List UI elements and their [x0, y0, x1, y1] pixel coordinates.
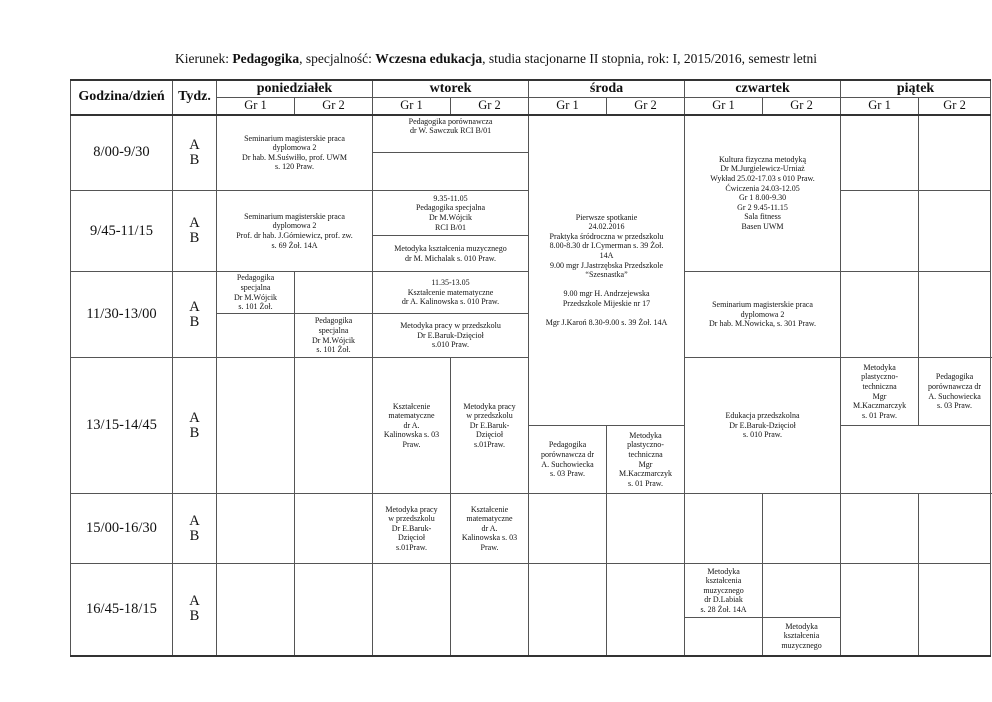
- week-a: A: [189, 298, 200, 315]
- class-line: Dzięcioł: [475, 430, 504, 440]
- class-line: 24.02.2016: [588, 222, 625, 232]
- empty-cell: [763, 564, 841, 618]
- class-line: Kształcenie: [470, 504, 509, 514]
- week-ab: [173, 564, 217, 656]
- class-line: M.Kaczmarczyk: [853, 401, 907, 411]
- class-line: Praw.: [402, 439, 421, 449]
- class-line: w przedszkolu: [466, 411, 513, 421]
- class-line: Metodyka: [785, 621, 818, 631]
- class-line: Pedagogika: [314, 316, 353, 326]
- class-line: Pedagogika: [236, 273, 275, 283]
- class-line: Ćwiczenia 24.03-12.05: [725, 183, 800, 193]
- class-cell: [217, 272, 295, 314]
- class-line: s. 01 Praw.: [862, 410, 898, 420]
- class-cell: [529, 115, 685, 426]
- class-cell: [373, 115, 529, 153]
- schedule-table: [70, 79, 992, 657]
- empty-cell: [373, 153, 529, 191]
- header-group-1: Gr 1: [529, 98, 607, 115]
- class-cell: [451, 494, 529, 564]
- class-line: Przedszkole Mijeskie nr 17: [562, 299, 651, 309]
- schedule-heading: [0, 51, 992, 67]
- class-line: s. 120 Praw.: [274, 162, 315, 172]
- class-line: specjalna: [318, 325, 349, 335]
- class-line: 9.35-11.05: [433, 193, 468, 203]
- class-cell: [373, 236, 529, 272]
- class-line: Kalinowska s. 03: [461, 533, 518, 543]
- class-line: A. Suchowiecka: [928, 391, 981, 401]
- class-line: s. 28 Żoł. 14A: [700, 604, 747, 614]
- header-day-monday: poniedziałek: [217, 80, 373, 98]
- class-line: kształcenia: [705, 576, 742, 586]
- class-cell: [685, 564, 763, 618]
- class-line: Pedagogika specjalna: [415, 203, 486, 213]
- empty-cell: [217, 358, 295, 494]
- week-ab: [173, 191, 217, 272]
- class-line: Gr 1 8.00-9.30: [738, 193, 787, 203]
- class-line: dr M. Michalak s. 010 Praw.: [404, 253, 497, 263]
- class-line: Basen UWM: [741, 222, 784, 232]
- class-line: Kalinowska s. 03: [383, 430, 440, 440]
- class-cell: [841, 358, 919, 426]
- header-group-1: Gr 1: [685, 98, 763, 115]
- header-day-thursday: czwartek: [685, 80, 841, 98]
- class-cell: [373, 191, 529, 236]
- empty-cell: [451, 564, 529, 656]
- week-ab: [173, 272, 217, 358]
- week-ab: [173, 115, 217, 191]
- class-line: Metodyka pracy w przedszkolu: [400, 321, 501, 331]
- class-cell: [295, 314, 373, 358]
- time-slot: 8/00-9/30: [71, 115, 173, 191]
- header-group-1: Gr 1: [217, 98, 295, 115]
- class-line: Dr E.Baruk-Dzięcioł: [417, 330, 484, 340]
- header-week: Tydz.: [173, 80, 217, 115]
- class-line: [531, 309, 682, 319]
- class-line: plastyczno-: [861, 372, 898, 382]
- empty-cell: [373, 564, 451, 656]
- empty-cell: [217, 494, 295, 564]
- time-slot: 11/30-13/00: [71, 272, 173, 358]
- header-group-2: Gr 2: [607, 98, 685, 115]
- class-line: s. 101 Żoł.: [316, 345, 351, 355]
- class-line: Kształcenie: [392, 401, 431, 411]
- class-line: Pedagogika porównawcza: [408, 116, 493, 126]
- class-line: s. 01 Praw.: [628, 478, 664, 488]
- header-group-1: Gr 1: [841, 98, 919, 115]
- class-line: 9.00 mgr J.Jastrzębska Przedszkole: [549, 260, 664, 270]
- class-line: Dr E.Baruk-: [391, 523, 432, 533]
- class-line: plastyczno-: [627, 440, 664, 450]
- week-a: A: [189, 409, 200, 426]
- class-line: matematyczne: [466, 514, 513, 524]
- header-group-2: Gr 2: [295, 98, 373, 115]
- heading-prefix: Kierunek:: [175, 51, 233, 66]
- class-line: RCI B/01: [435, 222, 466, 232]
- empty-cell: [919, 564, 991, 656]
- heading-suffix: , studia stacjonarne II stopnia, rok: I, 2015/2016, semestr letni: [482, 51, 817, 66]
- class-line: s. 101 Żoł.: [238, 302, 273, 312]
- time-slot: 13/15-14/45: [71, 358, 173, 494]
- class-line: dyplomowa 2: [740, 309, 785, 319]
- class-cell: [451, 358, 529, 494]
- empty-cell: [841, 115, 919, 191]
- week-a: A: [189, 512, 200, 529]
- class-cell: [685, 115, 841, 272]
- empty-cell: [295, 272, 373, 314]
- class-line: 9.00 mgr H. Andrzejewska: [563, 289, 650, 299]
- empty-cell: [217, 314, 295, 358]
- class-line: Prof. dr hab. J.Górniewicz, prof. zw.: [236, 231, 353, 240]
- class-line: matematyczne: [388, 411, 435, 421]
- class-line: dyplomowa 2: [272, 143, 317, 153]
- class-cell: [685, 358, 841, 494]
- class-line: Seminarium magisterskie praca: [712, 300, 813, 310]
- class-line: Wykład 25.02-17.03 s 010 Praw.: [710, 174, 815, 184]
- week-b: B: [189, 424, 200, 441]
- class-line: [531, 280, 682, 290]
- class-cell: [529, 426, 607, 494]
- class-line: s.010 Praw.: [431, 340, 470, 350]
- class-line: Mgr J.Karoń 8.30-9.00 s. 39 Żoł. 14A: [545, 318, 668, 328]
- class-line: muzycznego: [703, 585, 744, 595]
- class-line: Dr hab. M.Suświłło, prof. UWM: [242, 152, 347, 162]
- class-line: Praw.: [480, 542, 499, 552]
- header-group-1: Gr 1: [373, 98, 451, 115]
- class-line: w przedszkolu: [388, 514, 435, 524]
- week-b: B: [189, 527, 200, 544]
- header-group-2: Gr 2: [919, 98, 991, 115]
- class-line: Dr E.Baruk-Dzięcioł: [729, 420, 796, 430]
- empty-cell: [529, 564, 607, 656]
- week-b: B: [189, 313, 200, 330]
- class-cell: [373, 358, 451, 494]
- class-line: kształcenia: [783, 631, 820, 641]
- class-line: Dr M.Wójcik: [311, 335, 356, 345]
- class-line: Dr M.Jurgielewicz-Urniaż: [720, 164, 805, 174]
- week-ab: [173, 358, 217, 494]
- class-line: porównawcza dr: [540, 449, 595, 459]
- class-cell: [685, 272, 841, 358]
- empty-cell: [841, 564, 919, 656]
- class-line: Dr E.Baruk-: [469, 420, 510, 430]
- class-line: Metodyka: [707, 566, 740, 576]
- empty-cell: [919, 191, 991, 272]
- class-line: Metodyka pracy: [463, 401, 516, 411]
- class-cell: [919, 358, 991, 426]
- class-cell: [607, 426, 685, 494]
- class-line: dyplomowa 2: [272, 221, 317, 231]
- week-b: B: [189, 608, 200, 625]
- class-line: Edukacja przedszkolna: [725, 411, 800, 421]
- class-line: Dzięcioł: [397, 533, 426, 543]
- header-day-wednesday: środa: [529, 80, 685, 98]
- empty-cell: [217, 564, 295, 656]
- class-line: dr W. Sawczuk RCI B/01: [409, 126, 492, 136]
- empty-cell: [919, 272, 991, 358]
- empty-cell: [295, 494, 373, 564]
- heading-spec-label: , specjalność:: [299, 51, 376, 66]
- class-line: specjalna: [240, 282, 271, 292]
- week-ab: [173, 494, 217, 564]
- week-b: B: [189, 230, 200, 246]
- class-line: Metodyka kształcenia muzycznego: [394, 243, 507, 253]
- header-group-2: Gr 2: [451, 98, 529, 115]
- empty-cell: [529, 494, 607, 564]
- class-line: s. 03 Praw.: [549, 469, 586, 479]
- class-line: porównawcza dr: [928, 381, 982, 391]
- class-line: muzycznego: [781, 641, 822, 651]
- class-line: Gr 2 9.45-11.15: [737, 202, 788, 212]
- week-b: B: [189, 151, 200, 168]
- class-line: Dr hab. M.Nowicka, s. 301 Praw.: [709, 319, 817, 329]
- class-line: techniczna: [862, 381, 897, 391]
- class-line: Dr M.Wójcik: [428, 213, 473, 222]
- class-line: 14A: [599, 251, 614, 261]
- empty-cell: [295, 358, 373, 494]
- class-line: dr A.: [403, 420, 420, 430]
- class-line: s. 69 Żoł. 14A: [271, 240, 318, 250]
- class-line: Mgr: [638, 459, 653, 469]
- class-cell: [373, 494, 451, 564]
- header-time: Godzina/dzień: [71, 80, 173, 115]
- empty-cell: [919, 494, 991, 564]
- class-line: Mgr: [872, 391, 887, 401]
- class-line: Pedagogika: [548, 440, 587, 450]
- class-line: s. 03 Praw.: [937, 401, 973, 411]
- time-slot: 9/45-11/15: [71, 191, 173, 272]
- class-cell: [217, 191, 373, 272]
- empty-cell: [919, 115, 991, 191]
- week-a: A: [189, 215, 200, 231]
- class-line: techniczna: [628, 449, 663, 459]
- class-line: Metodyka: [629, 430, 662, 440]
- class-line: s. 010 Praw.: [743, 430, 783, 440]
- heading-specialty: Wczesna edukacja: [375, 51, 483, 66]
- class-cell: [763, 618, 841, 656]
- class-cell: [373, 272, 529, 314]
- class-line: dr A.: [481, 523, 498, 533]
- header-day-friday: piątek: [841, 80, 991, 98]
- class-line: Pedagogika: [935, 372, 974, 382]
- header-group-2: Gr 2: [763, 98, 841, 115]
- empty-cell: [295, 564, 373, 656]
- empty-cell: [841, 494, 919, 564]
- empty-cell: [763, 494, 841, 564]
- class-cell: [217, 115, 373, 191]
- class-line: M.Kaczmarczyk: [618, 469, 673, 479]
- empty-cell: [607, 564, 685, 656]
- class-line: Kształcenie matematyczne: [407, 287, 494, 297]
- class-line: Dr M.Wójcik: [233, 292, 278, 302]
- class-line: s.01Praw.: [473, 439, 506, 449]
- week-a: A: [189, 136, 200, 153]
- class-line: s.01Praw.: [395, 542, 428, 552]
- header-day-tuesday: wtorek: [373, 80, 529, 98]
- class-line: Seminarium magisterskie praca: [244, 133, 345, 143]
- class-line: Pierwsze spotkanie: [575, 212, 638, 222]
- class-line: Sala fitness: [744, 212, 781, 222]
- class-cell: [373, 314, 529, 358]
- class-line: 8.00-8.30 dr I.Cymerman s. 39 Żoł.: [549, 241, 664, 251]
- class-line: dr A. Kalinowska s. 010 Praw.: [401, 297, 500, 307]
- class-line: Seminarium magisterskie praca: [244, 211, 345, 221]
- class-line: Kultura fizyczna metodyką: [719, 154, 807, 164]
- empty-cell: [685, 618, 763, 656]
- time-slot: 16/45-18/15: [71, 564, 173, 656]
- week-a: A: [189, 593, 200, 610]
- time-slot: 15/00-16/30: [71, 494, 173, 564]
- heading-direction: Pedagogika: [232, 51, 300, 66]
- empty-cell: [841, 272, 919, 358]
- class-line: 11.35-13.05: [431, 278, 470, 288]
- class-line: A. Suchowiecka: [541, 459, 594, 469]
- class-line: Metodyka: [863, 362, 896, 372]
- class-line: Praktyka śródroczna w przedszkolu: [549, 231, 664, 241]
- empty-cell: [685, 494, 763, 564]
- empty-cell: [607, 494, 685, 564]
- class-line: Metodyka pracy: [385, 504, 438, 514]
- empty-cell: [841, 191, 919, 272]
- class-line: “Szesnastka”: [585, 270, 628, 280]
- class-line: dr D.Labiak: [704, 595, 743, 605]
